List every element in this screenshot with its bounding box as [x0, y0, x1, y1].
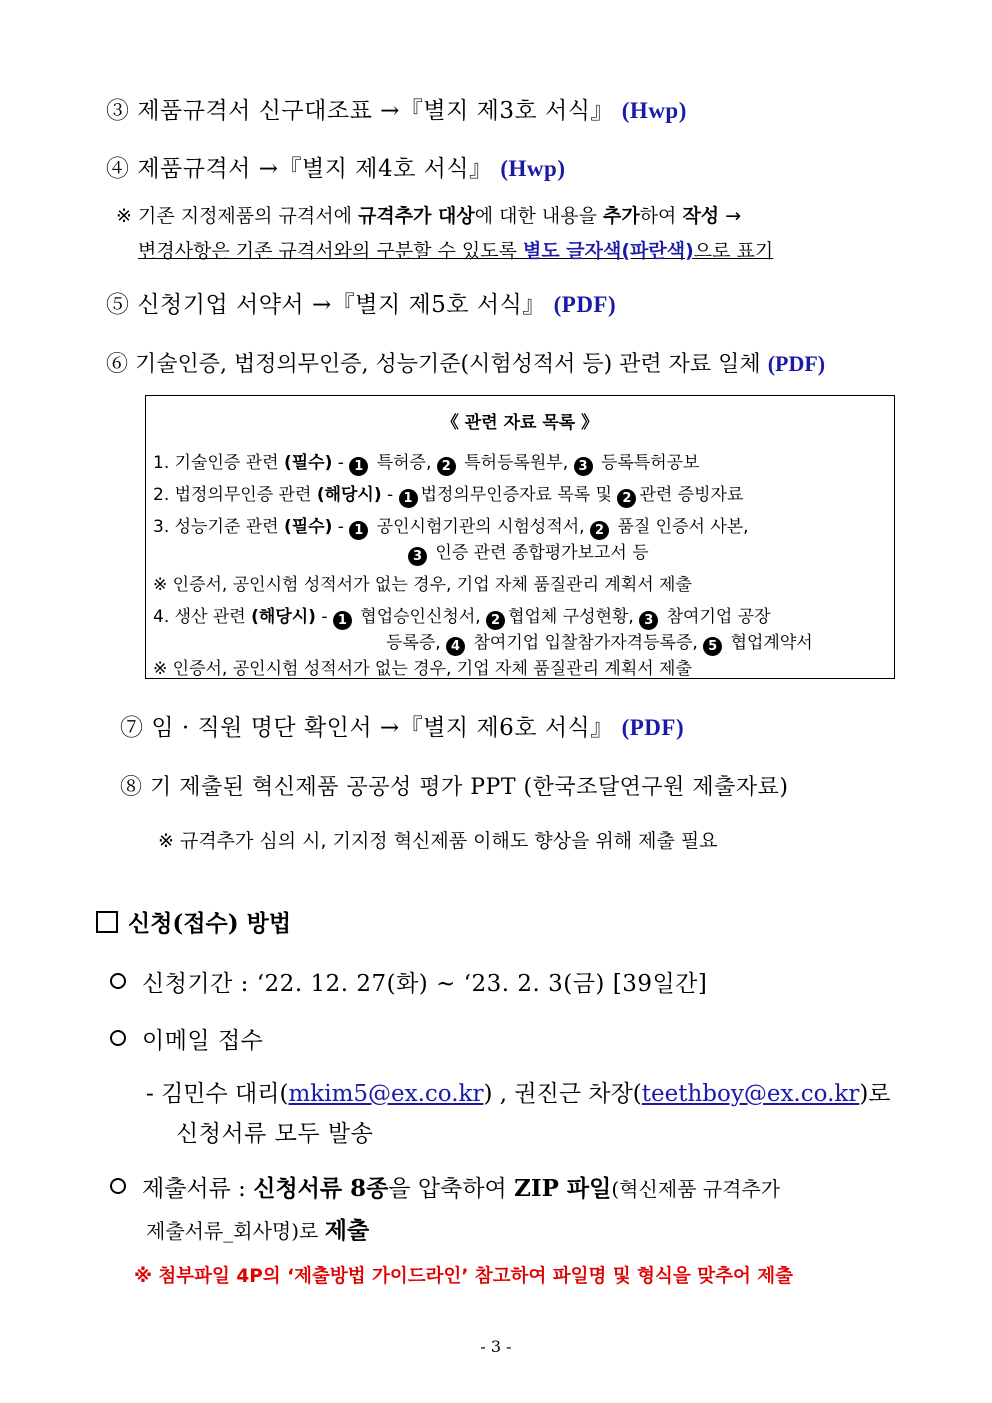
ref-row-4: [153, 602, 771, 630]
submit-text: 을 압축하여: [388, 1176, 515, 1202]
item-6: [106, 347, 825, 378]
email-link-teethboy[interactable]: teethboy@ex.co.kr: [641, 1081, 860, 1107]
submit-bold: 신청서류 8종: [253, 1175, 389, 1202]
ref-lead: 2. 법정의무인증 관련: [153, 485, 317, 505]
email-contacts: [146, 1075, 891, 1108]
item-text: 신청기업 서약서 →『별지 제5호 서식』: [137, 292, 546, 318]
ref-text: 협업승인신청서,: [354, 607, 487, 627]
section-heading: [96, 905, 291, 938]
ref-tag: (해당시): [251, 607, 316, 627]
ref-text: 특허증,: [371, 453, 437, 473]
ref-tag: (필수): [283, 453, 333, 473]
note-review: ※ 규격추가 심의 시, 기지정 혁신제품 이해도 향상을 위해 제출 필요: [158, 830, 718, 852]
ref-tag: (해당시): [316, 485, 382, 505]
ref-sep: -: [381, 485, 399, 505]
contact-text: 김민수 대리(: [153, 1081, 289, 1107]
ref-sep: -: [332, 517, 350, 537]
file-format: (PDF): [621, 715, 685, 740]
dash: -: [146, 1081, 154, 1107]
item-5: [106, 286, 616, 319]
note-bold: 작성: [682, 205, 720, 227]
note-text: 에 대한 내용을: [474, 205, 603, 227]
ref-text: 등록특허공보: [595, 453, 700, 473]
item-number: ⑦: [120, 715, 144, 741]
email-link-mkim5[interactable]: mkim5@ex.co.kr: [288, 1081, 484, 1107]
ref-lead: 3. 성능기준 관련: [153, 517, 284, 537]
file-format: (PDF): [553, 292, 617, 317]
circled-number-icon: 3: [574, 457, 593, 476]
ref-row-3-cont: [408, 538, 649, 566]
ref-text: 법정의무인증자료 목록 및: [420, 485, 618, 505]
submission-documents-line2: [146, 1212, 369, 1245]
ref-text: 협업체 구성현황,: [508, 607, 640, 627]
ref-text: 참여기업 입찰참가자격등록증,: [468, 633, 704, 653]
note-spec-addition-line2: [138, 236, 773, 263]
submit-text: 제출서류 :: [142, 1176, 254, 1202]
circled-number-icon: 3: [639, 611, 658, 630]
circle-bullet-icon: [110, 1030, 126, 1046]
note-spec-addition: [116, 201, 741, 228]
note-mark: ※: [116, 205, 132, 227]
item-text: 제품규격서 →『별지 제4호 서식』: [137, 156, 493, 182]
submit-text: 제출서류_회사명)로: [146, 1219, 325, 1243]
application-period: [110, 965, 707, 998]
submission-documents: [110, 1170, 780, 1203]
reference-list-box: [145, 395, 895, 679]
ref-text: 등록증,: [386, 633, 447, 653]
ref-text: 참여기업 공장: [661, 607, 771, 627]
file-format: (PDF): [767, 351, 826, 376]
item-number: ⑧: [120, 775, 143, 800]
page-number: - 3 -: [480, 1337, 512, 1356]
reference-list-title: 《 관련 자료 목록 》: [441, 413, 599, 433]
circled-number-icon: 1: [349, 521, 368, 540]
circled-number-icon: 2: [590, 521, 609, 540]
item-number: ⑥: [106, 352, 129, 377]
submit-bold: 제출: [324, 1217, 370, 1244]
circled-number-icon: 3: [408, 547, 427, 566]
item-4: [106, 150, 566, 183]
submit-small: (혁신제품 규격추가: [611, 1177, 781, 1201]
note-text: →: [719, 205, 742, 227]
ref-text: 협업계약서: [725, 633, 813, 653]
circled-number-icon: 1: [333, 611, 352, 630]
item-number: ⑤: [106, 292, 130, 318]
note-bold: 규격추가 대상: [357, 205, 475, 227]
item-7: [120, 709, 684, 742]
ref-text: 공인시험기관의 시험성적서,: [371, 517, 590, 537]
note-bold: 추가: [602, 205, 640, 227]
file-format: (Hwp): [500, 156, 566, 181]
ref-row-4-cont: [386, 628, 813, 656]
circled-number-icon: 2: [617, 489, 636, 508]
email-head-text: 이메일 접수: [142, 1028, 264, 1054]
ref-row-2: [153, 480, 743, 508]
ref-text: 관련 증빙자료: [639, 485, 744, 505]
ref-lead: 1. 기술인증 관련: [153, 453, 284, 473]
email-submission: [110, 1022, 263, 1055]
ref-text: 인증 관련 종합평가보고서 등: [430, 543, 649, 563]
ref-tag: (필수): [283, 517, 333, 537]
circled-number-icon: 1: [349, 457, 368, 476]
ref-text: 품질 인증서 사본,: [612, 517, 749, 537]
circle-bullet-icon: [110, 973, 126, 989]
ref-note-a: ※ 인증서, 공인시험 성적서가 없는 경우, 기업 자체 품질관리 계획서 제출: [153, 575, 692, 595]
item-text: 기 제출된 혁신제품 공공성 평가 PPT (한국조달연구원 제출자료): [150, 775, 789, 800]
circled-number-icon: 4: [446, 637, 465, 656]
red-guideline-note: ※ 첨부파일 4P의 ‘제출방법 가이드라인’ 참고하여 파일명 및 형식을 맞추어 제출: [134, 1266, 794, 1287]
period-text: 신청기간 : ‘22. 12. 27(화) ~ ‘23. 2. 3(금) [39일간]: [142, 971, 708, 997]
contact-text: ) , 권진근 차장(: [483, 1081, 642, 1107]
note-text: 으로 표기: [693, 240, 774, 262]
ref-text: 특허등록원부,: [458, 453, 574, 473]
ref-note-b: ※ 인증서, 공인시험 성적서가 없는 경우, 기업 자체 품질관리 계획서 제출: [153, 659, 692, 679]
item-number: ③: [106, 98, 130, 124]
item-text: 제품규격서 신구대조표 →『별지 제3호 서식』: [137, 98, 614, 124]
ref-sep: -: [332, 453, 350, 473]
circled-number-icon: 1: [399, 489, 418, 508]
file-format: (Hwp): [621, 98, 687, 123]
note-text: 기존 지정제품의 규격서에: [131, 205, 358, 227]
submit-bold: ZIP 파일: [514, 1175, 612, 1202]
note-blue-text: 별도 글자색(파란색): [522, 240, 694, 262]
item-text: 기술인증, 법정의무인증, 성능기준(시험성적서 등) 관련 자료 일체: [135, 352, 761, 377]
item-text: 임 · 직원 명단 확인서 →『별지 제6호 서식』: [151, 715, 614, 741]
email-contacts-line2: 신청서류 모두 발송: [176, 1121, 374, 1147]
ref-sep: -: [315, 607, 333, 627]
item-number: ④: [106, 156, 130, 182]
circled-number-icon: 2: [486, 611, 505, 630]
ref-row-3: [153, 512, 749, 540]
ref-row-1: [153, 448, 699, 476]
item-3: [106, 92, 687, 125]
ref-lead: 4. 생산 관련: [153, 607, 252, 627]
note-text: 하여: [639, 205, 683, 227]
circled-number-icon: 2: [437, 457, 456, 476]
contact-text: )로: [859, 1081, 891, 1107]
section-title: 신청(접수) 방법: [128, 910, 292, 937]
note-text: 변경사항은 기존 규격서와의 구분할 수 있도록: [138, 240, 523, 262]
circled-number-icon: 5: [703, 637, 722, 656]
item-8: [120, 770, 788, 801]
circle-bullet-icon: [110, 1178, 126, 1194]
square-bullet-icon: [96, 911, 118, 933]
